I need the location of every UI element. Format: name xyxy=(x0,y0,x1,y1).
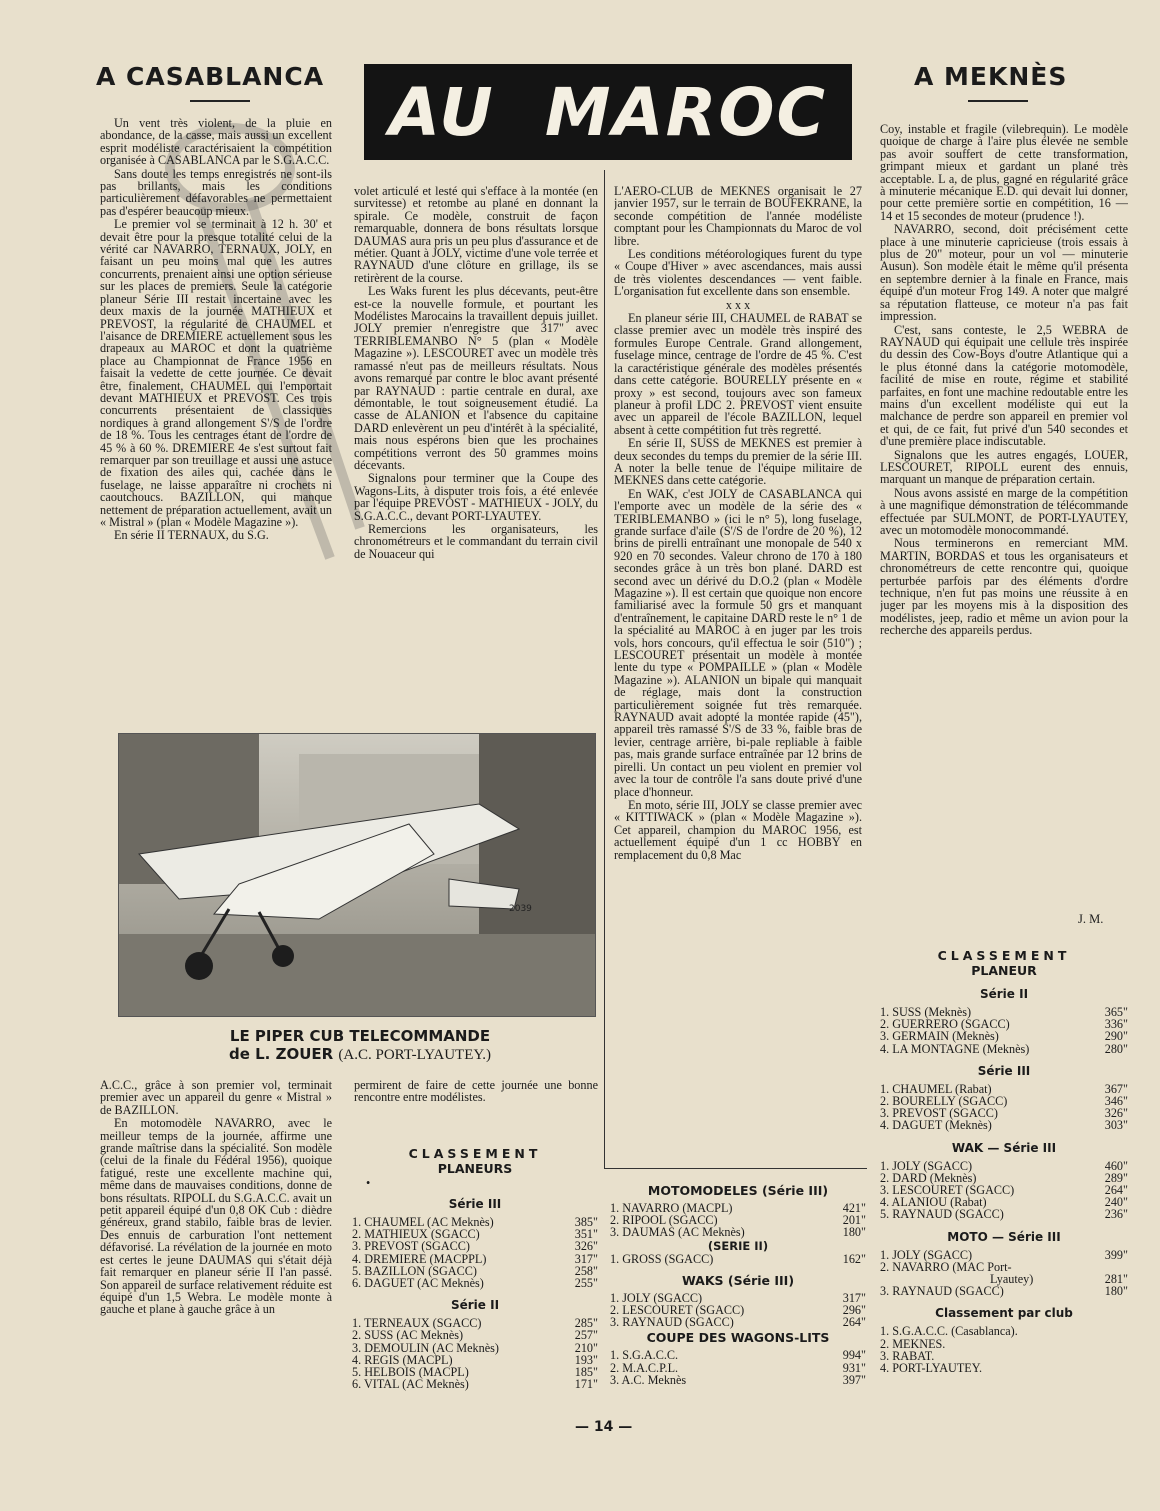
ranking-row: 4. ALANIOU (Rabat) 240" xyxy=(880,1195,1128,1210)
classement-subtitle: PLANEUR xyxy=(971,963,1037,978)
banner-word-au: AU xyxy=(389,73,495,151)
ranking-row: 2. MEKNES. xyxy=(880,1336,946,1351)
ranking-row: 4. DREMIERE (MACPPL) 317" xyxy=(352,1251,598,1266)
moto-serie-ii-title: (SERIE II) xyxy=(707,1238,769,1253)
casablanca-paragraph: A.C.C., grâce à son premier vol, terminait premier avec un appareil du genre « Mistral » de BAZILLON. xyxy=(100,1079,332,1117)
casablanca-column-1 xyxy=(100,117,332,737)
ranking-row: 6. VITAL (AC Meknès) 171" xyxy=(352,1377,598,1392)
serie-ii-list xyxy=(352,1317,598,1390)
casablanca-heading: A CASABLANCA xyxy=(96,62,325,91)
ranking-row: 1. SUSS (Meknès) 365" xyxy=(880,1005,1128,1019)
meknes-paragraph: C'est, sans conteste, le 2,5 WEBRA de RAYNAUD qui équipait une cellule très inspirée du dessin des Cow-Boys d'outre Atlantique qui a le plus étonné dans la catégorie motomodèle, facilité de mise en route, régime et stabilité parfaites, en font une machine redoutable entre les mains d'un excellent modéliste qui eut la malchance de perdre son appareil en premier vol et qui, de ce fait, fut privé d'un 540 secondes et d'une première place indiscutable. xyxy=(880,322,1128,449)
meknes-paragraph: Nous terminerons en remerciant MM. MARTIN, BORDAS et tous les organisateurs et chronométreurs de cette rencontre qui, quoique perturbée parfois par des éléments d'ordre technique, n'en fut pas moins une réussite à en juger par les moyens mis à la disposition des modélistes, jeep, radio et même un avion pour la recherche des appareils perdus. xyxy=(880,536,1128,638)
motomodeles-title: MOTOMODELES (Série III) xyxy=(647,1183,829,1198)
ranking-row: 5. RAYNAUD (SGACC) 236" xyxy=(880,1207,1128,1222)
ranking-row: 4. PORT-LYAUTEY. xyxy=(880,1361,982,1376)
classement-title: CLASSEMENT xyxy=(408,1146,542,1161)
meknes-heading-rule xyxy=(968,100,1028,102)
caption-author: de L. ZOUER xyxy=(228,1045,334,1063)
meknes-paragraph: Les conditions météorologiques furent du type « Coupe d'Hiver » avec ascendances, mais aussi de très violentes descendances — vent faible. L'organisation fut excellente dans son ensemble. xyxy=(614,247,862,299)
ranking-row: 5. BAZILLON (SGACC) 258" xyxy=(352,1263,598,1278)
serie-ii-title: Série II xyxy=(450,1298,500,1313)
piper-cub-photo xyxy=(118,733,596,1017)
wak-list xyxy=(880,1160,1128,1221)
meknes-paragraph: En planeur série III, CHAUMEL de RABAT se classe premier avec un modèle très inspiré des formules Europe Centrale. Grand allongement, fuselage mince, centrage de l'ordre de 45 %. C'est la caractéristique générale des modèles présentés dans cette catégorie. BOURELLY présente en « proxy » est second, toujours avec son fameux planeur à profil LDC 2. PREVOST vient ensuite avec un appareil de l'école BAZILLON, lequel absent à cette compétition fut très regretté. xyxy=(614,311,862,437)
serie-ii-list xyxy=(880,1006,1128,1055)
meknes-heading: A MEKNÈS xyxy=(914,62,1068,91)
casablanca-paragraph: Sans doute les temps enregistrés ne sont-ils pas brillants, mais les conditions particulièrement défavorables ne permettaient pas d'espérer beaucoup mieux. xyxy=(100,166,332,218)
ranking-row: 6. DAGUET (AC Meknès) 255" xyxy=(352,1276,598,1291)
ranking-row: 2. M.A.C.P.L. 931" xyxy=(610,1360,866,1375)
casablanca-paragraph: permirent de faire de cette journée une bonne rencontre entre modélistes. xyxy=(354,1079,598,1105)
ranking-row: 1. CHAUMEL (Rabat) 367" xyxy=(880,1081,1128,1096)
ranking-row: 2. GUERRERO (SGACC) 336" xyxy=(880,1017,1128,1032)
classement-middle xyxy=(610,1183,866,1386)
meknes-paragraph: Coy, instable et fragile (vilebrequin). Le modèle quoique de charge à l'aire plus élevée ne semble pas avoir souffert de cette transformation, grimpant mieux et gardant un plané très acceptable. L a, de plus, gagné en régularité grâce à minuterie mécanique E.D. qui devait lui donner, pour cette première sortie en compétition, 16 — 14 et 15 secondes de moteur (prudence !). xyxy=(880,123,1128,223)
coupe-title: COUPE DES WAGONS-LITS xyxy=(646,1330,830,1346)
photo-caption xyxy=(150,1027,570,1064)
banner-word-maroc: MAROC xyxy=(544,73,827,151)
classement-meknes xyxy=(880,948,1128,1374)
casablanca-bottom-column-1 xyxy=(100,1079,332,1404)
meknes-paragraph: En série II, SUSS de MEKNES est premier à deux secondes du temps du premier de la série III. A noter la belle tenue de l'équipe militaire de MEKNES dans cette catégorie. xyxy=(614,436,862,488)
serie-iii-title: Série III xyxy=(977,1063,1031,1078)
ranking-row: 1. JOLY (SGACC) 460" xyxy=(880,1158,1128,1173)
ranking-row: 2. LESCOURET (SGACC) 296" xyxy=(610,1303,866,1318)
club-list xyxy=(880,1325,1128,1374)
ranking-row: 3. RAYNAUD (SGACC) 180" xyxy=(880,1284,1128,1299)
ranking-row: 3. RABAT. xyxy=(880,1348,935,1363)
waks-title: WAKS (Série III) xyxy=(681,1272,795,1288)
casablanca-column-2 xyxy=(354,185,598,737)
ranking-row: 3. LESCOURET (SGACC) 264" xyxy=(880,1183,1128,1198)
bullet-mark: • xyxy=(366,1176,371,1190)
serie-ii-title: Série II xyxy=(979,987,1029,1001)
ranking-row: 2. BOURELLY (SGACC) 346" xyxy=(880,1094,1128,1109)
classement-subtitle: PLANEURS xyxy=(437,1161,513,1176)
page-number: — 14 — xyxy=(575,1419,633,1435)
casablanca-paragraph: Signalons pour terminer que la Coupe des Wagons-Lits, à disputer trois fois, a été enlevée par l'équipe PREVOST - MATHIEUX - JOLY, du S.G.A.C.C., devant PORT-LYAUTEY. xyxy=(354,471,598,523)
casablanca-paragraph: volet articulé et lesté qui s'efface à la montée (en survitesse) et retombe au plané en donnant la spirale. Ce modèle, construit de façon remarquable, donnera de bons résultats lorsque DAUMAS aura pris un peu plus d'assurance et de métier. Quant à JOLY, victime d'une vole terrée et RAYNAUD d'une clôture en grillage, ils se retirèrent de la course. xyxy=(354,185,598,285)
club-title: Classement par club xyxy=(935,1306,1073,1321)
ranking-row: 1. GROSS (SGACC) 162" xyxy=(610,1251,866,1266)
ranking-row: 1. NAVARRO (MACPL) 421" xyxy=(610,1201,866,1215)
caption-club: (A.C. PORT-LYAUTEY.) xyxy=(338,1047,492,1063)
ranking-row: 3. DAUMAS (AC Meknès) 180" xyxy=(610,1225,866,1240)
casablanca-paragraph: En série II TERNAUX, du S.G. xyxy=(114,528,269,543)
meknes-column-3 xyxy=(614,185,862,1163)
serie-iii-title: Série III xyxy=(448,1197,502,1211)
ranking-row: 2. DARD (Meknès) 289" xyxy=(880,1170,1128,1185)
classement-casablanca xyxy=(352,1146,598,1390)
wak-title: WAK — Série III xyxy=(951,1140,1057,1155)
waks-list xyxy=(610,1292,866,1329)
moto-title: MOTO — Série III xyxy=(947,1229,1061,1244)
ranking-row: 3. DEMOULIN (AC Meknès) 210" xyxy=(352,1340,598,1355)
casablanca-paragraph: Les Waks furent les plus décevants, peut-être est-ce la nouvelle formule, et pourtant les Modélistes Marocains la travaillent depuis juillet. JOLY premier n'enregistre que 317" avec TERRIBLEMANBO N° 5 (plan « Modèle Magazine »). LESCOURET avec un modèle très ramassé n'eut pas de meilleurs résultats. Nous avons remarqué par contre le bloc avant présenté par RAYNAUD : partie centrale en dural, axe démontable, le tout soigneusement étudié. La casse de ALANION et l'absence du capitaine DARD enlevèrent un peu d'intérêt à la spécialité, mais nous espérons bien que les prochaines compétitions verront des 50 grammes moins décevants. xyxy=(354,284,598,472)
ranking-row: 1. JOLY (SGACC) 317" xyxy=(610,1290,866,1305)
ranking-row: 1. CHAUMEL (AC Meknès) 385" xyxy=(352,1215,598,1229)
meknes-paragraph: L'AERO-CLUB de MEKNES organisait le 27 janvier 1957, sur le terrain de BOUFEKRANE, la seconde compétition de l'année modéliste comptant pour les Championnats du Maroc de vol libre. xyxy=(614,185,862,248)
plane-marking: 2039 xyxy=(509,904,532,914)
ranking-row: 1. S.G.A.C.C. 994" xyxy=(610,1348,866,1363)
ranking-row: 3. A.C. Meknès 397" xyxy=(610,1372,866,1387)
serie-iii-list xyxy=(352,1216,598,1289)
motomodeles-list xyxy=(610,1202,866,1239)
classement-title: CLASSEMENT xyxy=(937,948,1071,963)
meknes-paragraph: Signalons que les autres engagés, LOUER, LESCOURET, RIPOLL eurent des ennuis, marquant un manque de préparation certain. xyxy=(880,447,1128,487)
meknes-paragraph: NAVARRO, second, doit précisément cette place à une minuterie capricieuse (trois essais à plus de 20" moteur, pour un vol — minuterie Ausun). Son modèle était le même qu'il présenta en septembre dernier à la finale en France, mais équipé d'un moteur Frog 149. A noter que malgré sa réputation flatteuse, ce moteur n'a pas fait impression. xyxy=(880,222,1128,324)
ranking-row: 4. REGIS (MACPL) 193" xyxy=(352,1352,598,1367)
ranking-row: 1. JOLY (SGACC) 399" xyxy=(880,1247,1128,1262)
ranking-row: 2. NAVARRO (MAC Port- xyxy=(880,1259,1012,1274)
photo-illustration xyxy=(119,734,595,1016)
au-maroc-banner xyxy=(364,64,852,160)
caption-line-2 xyxy=(150,1045,570,1064)
casablanca-paragraph: En motomodèle NAVARRO, avec le meilleur temps de la journée, affirme une grande maîtrise dans la spécialité. Son modèle (celui de la finale du Fédéral 1956), quoique fatigué, reste une excellente machine qui, même dans de mauvaises conditions, donne de bons résultats. RIPOLL du S.G.A.C.C. avait un petit appareil équipé d'un 0,8 OK Cub : dièdre généreux, grand stabilo, faible bras de levier. Des ennuis de carburation l'ont nettement défavorisé. La révélation de la journée en moto est certes le jeune DAUMAS qui s'était déjà fait remarquer en planeur série II l'an passé. Son appareil de surface relativement réduite est équipé d'un 1,5 Webra. Le modèle monte à gauche et plane à gauche grâce à un xyxy=(100,1116,332,1317)
meknes-paragraph: En WAK, c'est JOLY de CASABLANCA qui l'emporte avec un modèle de la série des « TERIBLEMANBO » (ici le n° 5), long fuselage, grande surface d'aile (S'/S de l'ordre de 20 %), 12 brins de pirelli entraînant une monopale de 540 x 920 en 70 secondes. Valeur chrono de 170 à 180 secondes grâce à un très bon plané. DARD est second avec un dérivé du D.O.2 (plan « Modèle Magazine »). Il est certain que quoique non encore familiarisé avec la formule 50 grs et manquant d'entraînement, le capitaine DARD reste le n° 1 de la spécialité au MAROC à en juger par les trois vols, hors concours, qu'il effectua le soir (510") ; LESCOURET présentait un modèle à montée lente du type « POMPAILLE » (plan « Modèle Magazine »). ALANION un bipale qui manquait de réglage, mais dont la construction particulièrement soignée fut très remarquée. RAYNAUD avait adopté la montée rapide (45"), appareil très ramassé S'/S de 33 %, faible bras de levier, centrage arrière, bi-pale repliable à faible pas, mais grande surface entraînée par 12 brins de pirelli. Un contact un peu violent en premier vol avec la tour de contrôle l'a sans doute privé d'une place d'honneur. xyxy=(614,486,862,799)
meknes-paragraph: Nous avons assisté en marge de la compétition à une magnifique démonstration de télécommande effectuée par SULMONT, de PORT-LYAUTEY, avec un motomodèle monocommandé. xyxy=(880,485,1128,537)
casablanca-paragraph: Le premier vol se terminait à 12 h. 30' et devait être pour la presque totalité celui de la vérité car NAVARRO, TERNAUX, JOLY, en faisant un peu moins mal que les autres concurrents, prenaient ainsi une option sérieuse sur les places de premiers. Seule la catégorie planeur Série III restait incertaine avec les deux maxis de la journée MATHIEUX et PREVOST, la régularité de CHAUMEL et l'aisance de DREMIERE actuellement sous les drapeaux au MAROC et dont la quatrième place au Championnat de France 1956 en faisait la vedette de cette journée. Ce devait être, finalement, CHAUMEL qui l'emportait devant MATHIEUX et PREVOST. Ces trois concurrents présentaient de classiques nordiques à grand allongement S'/S de l'ordre de 18 %. Tous les centrages étant de l'ordre de 45 % à 60 %. DREMIERE 4e s'est surtout fait remarquer par son treuillage et aussi une astuce de fixation des ailes qui, cachée dans le fuselage, ne laisse apparaître ni crochets ni caoutchoucs. BAZILLON, qui manque nettement de préparation actuellement, avait un « Mistral » (plan « Modèle Magazine »). xyxy=(100,217,332,529)
casablanca-bottom-column-2 xyxy=(354,1079,598,1119)
coupe-list xyxy=(610,1349,866,1386)
ranking-row: 1. TERNEAUX (SGACC) 285" xyxy=(352,1316,598,1331)
ranking-row: 2. RIPOOL (SGACC) 201" xyxy=(610,1213,866,1228)
ranking-row: 2. SUSS (AC Meknès) 257" xyxy=(352,1328,598,1343)
ranking-row: 4. LA MONTAGNE (Meknès) 280" xyxy=(880,1041,1128,1056)
caption-line-1: LE PIPER CUB TELECOMMANDE xyxy=(229,1027,491,1045)
ranking-row: 4. DAGUET (Meknès) 303" xyxy=(880,1118,1128,1133)
ranking-row: 2. MATHIEUX (SGACC) 351" xyxy=(352,1227,598,1242)
moto-list xyxy=(880,1249,1128,1298)
ranking-row: 3. GERMAIN (Meknès) 290" xyxy=(880,1029,1128,1044)
ranking-row: 3. RAYNAUD (SGACC) 264" xyxy=(610,1315,866,1330)
ranking-row: 3. PREVOST (SGACC) 326" xyxy=(352,1239,598,1254)
serie-iii-list xyxy=(880,1083,1128,1132)
meknes-column-4 xyxy=(880,123,1128,923)
signature: J. M. xyxy=(1078,912,1104,926)
section-break: x x x xyxy=(725,297,751,312)
casablanca-paragraph: Un vent très violent, de la pluie en abondance, de la casse, mais aussi un excellent esprit modéliste caractérisaient la compétition organisée à CASABLANCA par le S.G.A.C.C. xyxy=(100,117,332,168)
casablanca-paragraph: Remercions les organisateurs, les chronométreurs et le commandant du terrain civil de Nouaceur qui xyxy=(354,521,598,561)
ranking-row: Lyautey) 281" xyxy=(990,1272,1128,1287)
meknes-paragraph: En moto, série III, JOLY se classe premier avec « KITTIWACK » (plan « Modèle Magazine »). Cet appareil, champion du MAROC 1956, est actuellement équipé d'un 1 cc HOBBY en remplacement du 0,8 Mac xyxy=(614,797,862,862)
ranking-row: 3. PREVOST (SGACC) 326" xyxy=(880,1106,1128,1121)
ranking-row: 1. S.G.A.C.C. (Casablanca). xyxy=(880,1324,1018,1339)
ranking-row: 5. HELBOIS (MACPL) 185" xyxy=(352,1365,598,1380)
